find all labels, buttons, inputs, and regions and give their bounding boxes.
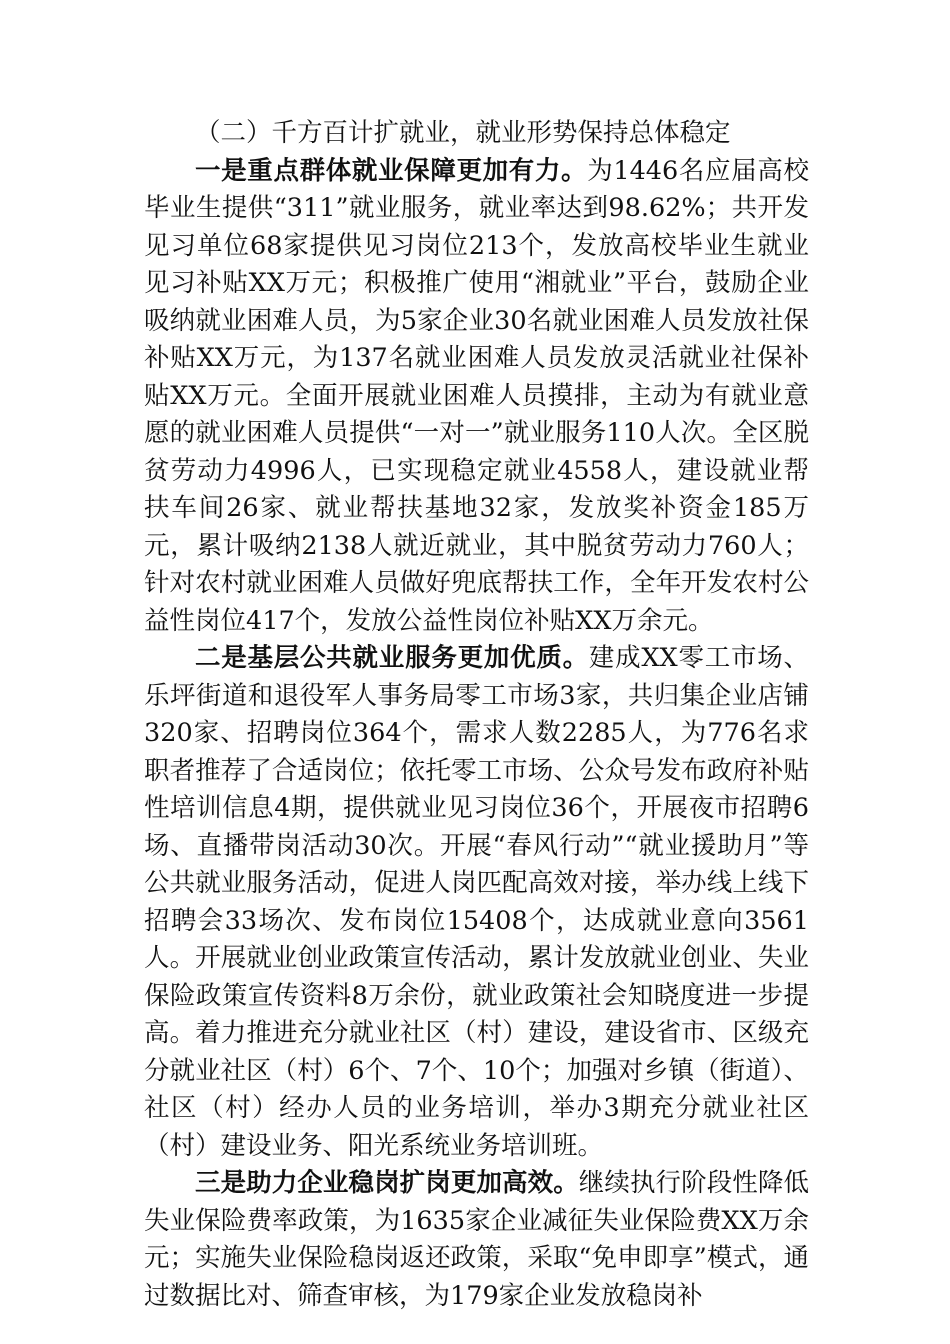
paragraph-2-body: 建成XX零工市场、乐坪街道和退役军人事务局零工市场3家，共归集企业店铺320家、招聘岗位364个，需求人数2285人，为776名求职者推荐了合适岗位；依托零工市场、公众号发布政府补贴性培训信息4期，提供就业见习岗位36个，开展夜市招聘6场、直播带岗活动30次。开展“春风行动”“就业援助月”等公共就业服务活动，促进人岗匹配高效对接，举办线上线下招聘会33场次、发布岗位15408个，达成就业意向3561人。开展就业创业政策宣传活动，累计发放就业创业、失业保险政策宣传资料8万余份，就业政策社会知晓度进一步提高。着力推进充分就业社区（村）建设，建设省市、区级充分就业社区（村）6个、7个、10个；加强对乡镇（街道）、社区（村）经办人员的业务培训，举办3期充分就业社区（村）建设业务、阳光系统业务培训班。 bbox=[144, 643, 809, 1161]
paragraph-3-lead: 三是助力企业稳岗扩岗更加高效。 bbox=[195, 1168, 579, 1198]
paragraph-2 bbox=[144, 640, 809, 1165]
paragraph-3-body: 继续执行阶段性降低失业保险费率政策，为1635家企业减征失业保险费XX万余元；实施失业保险稳岗返还政策，采取“免申即享”模式，通过数据比对、筛查审核，为179家企业发放稳岗补 bbox=[144, 1168, 809, 1311]
section-heading bbox=[144, 115, 809, 153]
section-heading-text: （二）千方百计扩就业，就业形势保持总体稳定 bbox=[195, 118, 731, 148]
paragraph-2-lead: 二是基层公共就业服务更加优质。 bbox=[195, 643, 589, 673]
paragraph-1-lead: 一是重点群体就业保障更加有力。 bbox=[195, 155, 588, 186]
document-body bbox=[144, 115, 809, 1315]
paragraph-1 bbox=[144, 153, 809, 641]
paragraph-1-body: 为1446名应届高校毕业生提供“311”就业服务，就业率达到98.62%；共开发见习单位68家提供见习岗位213个，发放高校毕业生就业见习补贴XX万元；积极推广使用“湘就业”平台，鼓励企业吸纳就业困难人员，为5家企业30名就业困难人员发放社保补贴XX万元，为137名就业困难人员发放灵活就业社保补贴XX万元。全面开展就业困难人员摸排，主动为有就业意愿的就业困难人员提供“一对一”就业服务110人次。全区脱贫劳动力4996人，已实现稳定就业4558人，建设就业帮扶车间26家、就业帮扶基地32家，发放奖补资金185万元，累计吸纳2138人就近就业，其中脱贫劳动力760人；针对农村就业困难人员做好兜底帮扶工作，全年开发农村公益性岗位417个，发放公益性岗位补贴XX万余元。 bbox=[144, 155, 809, 636]
paragraph-3 bbox=[144, 1165, 809, 1315]
